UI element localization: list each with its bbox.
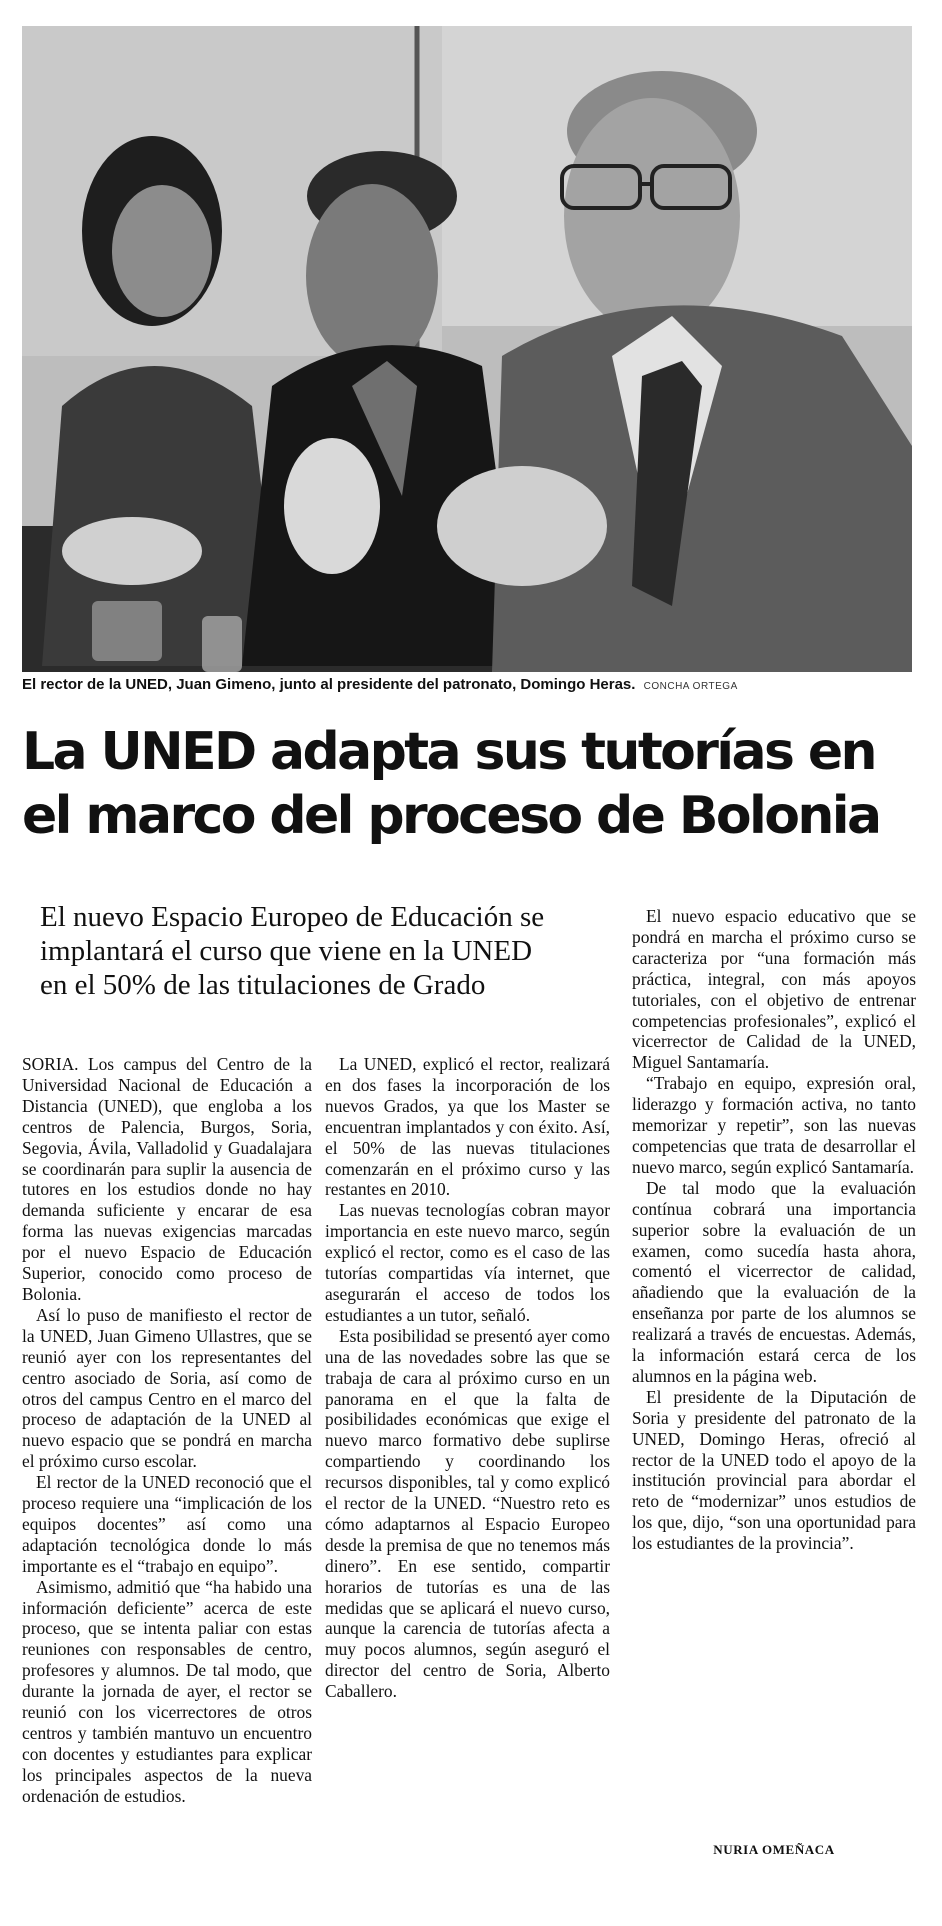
- subheadline-line-2: implantará el curso que viene en la UNED: [40, 935, 533, 967]
- subheadline-line-1: El nuevo Espacio Europeo de Educación se: [40, 901, 545, 933]
- paragraph: El presidente de la Diputación de Soria y presidente del patronato de la UNED, Domingo Heras, ofreció al rector de la UNED todo el apoyo de la institución provincial para abordar el reto de “modernizar” unos estudios de los que, dijo, “son una oportunidad para los estudiantes de la provincia”.: [632, 1386, 916, 1554]
- photo-credit: CONCHA ORTEGA: [643, 681, 738, 692]
- paragraph: SORIA. Los campus del Centro de la Universidad Nacional de Educación a Distancia (UNED), que engloba a los centros de Palencia, Burgos, Soria, Segovia, Ávila, Valladolid y Guadalajara se coordinarán para suplir la ausencia de tutores en los estudios donde no hay demanda suficiente y encarar de esa forma las nuevas exigencias marcadas por el nuevo Espacio de Educación Superior, conocido como proceso de Bolonia.: [22, 1054, 312, 1304]
- article-column-1: [22, 1054, 312, 1807]
- subheadline: [40, 900, 640, 1002]
- paragraph: Las nuevas tecnologías cobran mayor importancia en este nuevo marco, según explicó el rector, como es el caso de las tutorías compartidas vía internet, que asegurarán el acceso de todos los estudiantes a un tutor, señaló.: [325, 1200, 610, 1325]
- article-column-3: [632, 906, 916, 1554]
- author-byline: NURIA OMEÑACA: [713, 1842, 835, 1857]
- photo-three-people-at-table: [22, 26, 912, 672]
- caption-text: El rector de la UNED, Juan Gimeno, junto al presidente del patronato, Domingo Heras.: [22, 676, 636, 693]
- paragraph: Asimismo, admitió que “ha habido una información deficiente” acerca de este proceso, que se intenta paliar con estas reuniones con responsables de centro, profesores y alumnos. De tal modo, que durante la jornada de ayer, el rector se reunió con los vicerrectores de otros centros y también mantuvo un encuentro con docentes y estudiantes para explicar los principales aspectos de la nueva ordenación de estudios.: [22, 1576, 312, 1806]
- paragraph: El nuevo espacio educativo que se pondrá en marcha el próximo curso se caracteriza por “una formación más práctica, integral, con más apoyos tutoriales, con el objetivo de entrenar competencias profesionales”, explicó el vicerrector de Calidad de la UNED, Miguel Santamaría.: [632, 906, 916, 1073]
- article-column-2: [325, 1054, 610, 1702]
- headline: [22, 720, 932, 848]
- headline-line-1: La UNED adapta sus tutorías en: [22, 722, 875, 782]
- paragraph: El rector de la UNED reconoció que el proceso requiere una “implicación de los equipos docentes” así como una adaptación tecnológica donde lo más importante es el “trabajo en equipo”.: [22, 1472, 312, 1576]
- subheadline-line-3: en el 50% de las titulaciones de Grado: [40, 969, 486, 1001]
- photo-caption: [22, 676, 922, 693]
- paragraph: La UNED, explicó el rector, realizará en dos fases la incorporación de los nuevos Grados, ya que los Master se encuentran implantados y con éxito. Así, el 50% de las nuevas titulaciones comenzarán en el próximo curso y las restantes en 2010.: [325, 1054, 610, 1200]
- paragraph: “Trabajo en equipo, expresión oral, liderazgo y formación activa, no tanto memorizar y repetir”, son las nuevas competencias que trata de desarrollar el nuevo marco, según explicó Santamaría.: [632, 1073, 916, 1177]
- paragraph: Así lo puso de manifiesto el rector de la UNED, Juan Gimeno Ullastres, que se reunió ayer con los representantes del centro asociado de Soria, así como de otros del campus Centro en el marco del proceso de adaptación de la UNED al nuevo espacio que se pondrá en marcha el próximo curso escolar.: [22, 1304, 312, 1472]
- paragraph: Esta posibilidad se presentó ayer como una de las novedades sobre las que se trabaja de cara al próximo curso en un panorama en el que la falta de posibilidades económicas que exige el nuevo marco formativo debe suplirse compartiendo y coordinando los recursos disponibles, tal y como explicó el rector de la UNED. “Nuestro reto es cómo adaptarnos al Espacio Europeo desde la premisa de que no tenemos más dinero”. En ese sentido, compartir horarios de tutorías es una de las medidas que se aplicará el nuevo curso, aunque la carencia de tutorías afecta a muy pocos alumnos, según aseguró el director del centro de Soria, Alberto Caballero.: [325, 1325, 610, 1702]
- paragraph: De tal modo que la evaluación contínua cobrará una importancia superior sobre la evaluación de un examen, como sucedía hasta ahora, comentó el vicerrector de calidad, añadiendo que la evaluación de la enseñanza por parte de los alumnos se realizará a través de encuestas. Además, la información estará cerca de los alumnos en la página web.: [632, 1177, 916, 1386]
- headline-line-2: el marco del proceso de Bolonia: [22, 786, 880, 846]
- news-photo: [22, 26, 912, 672]
